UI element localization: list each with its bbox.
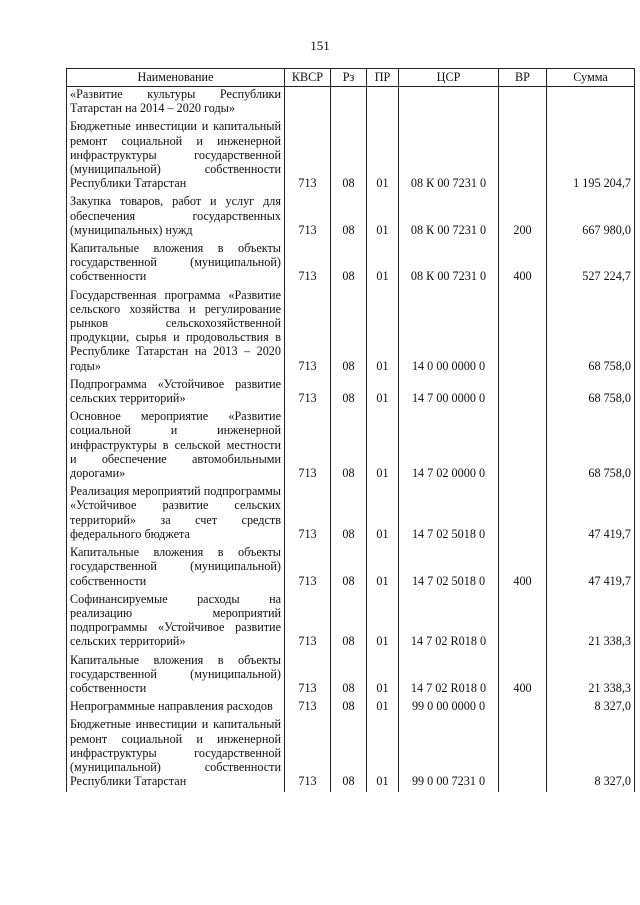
table-row xyxy=(67,194,635,241)
row-kvsr: 713 xyxy=(285,717,331,792)
row-rz: 08 xyxy=(331,653,367,700)
row-sum: 8 327,0 xyxy=(547,717,635,792)
row-pr: 01 xyxy=(367,653,399,700)
row-csr: 14 7 02 5018 0 xyxy=(399,484,499,545)
row-csr: 99 0 00 0000 0 xyxy=(399,699,499,717)
row-kvsr: 713 xyxy=(285,699,331,717)
row-rz: 08 xyxy=(331,194,367,241)
row-pr: 01 xyxy=(367,699,399,717)
row-pr: 01 xyxy=(367,288,399,377)
header-pr: ПР xyxy=(367,69,399,87)
header-kvsr: КВСР xyxy=(285,69,331,87)
row-sum: 8 327,0 xyxy=(547,699,635,717)
table-row xyxy=(67,653,635,700)
row-pr: 01 xyxy=(367,717,399,792)
row-vr xyxy=(499,119,547,194)
row-kvsr: 713 xyxy=(285,194,331,241)
table-row xyxy=(67,119,635,194)
table-row xyxy=(67,409,635,484)
row-kvsr: 713 xyxy=(285,288,331,377)
row-pr: 01 xyxy=(367,592,399,653)
row-kvsr: 713 xyxy=(285,653,331,700)
row-vr xyxy=(499,717,547,792)
row-sum: 21 338,3 xyxy=(547,653,635,700)
table-header-row xyxy=(67,69,635,87)
row-csr: 14 7 02 5018 0 xyxy=(399,545,499,592)
budget-table xyxy=(66,68,635,792)
row-vr: 200 xyxy=(499,194,547,241)
row-pr xyxy=(367,87,399,120)
row-rz: 08 xyxy=(331,119,367,194)
row-rz: 08 xyxy=(331,484,367,545)
row-name: Закупка товаров, работ и услуг для обеспечения государственных (муниципальных) нужд xyxy=(67,194,285,241)
row-rz: 08 xyxy=(331,241,367,288)
header-vr: ВР xyxy=(499,69,547,87)
header-csr: ЦСР xyxy=(399,69,499,87)
page-number: 151 xyxy=(310,38,330,53)
row-kvsr: 713 xyxy=(285,409,331,484)
header-name: Наименование xyxy=(67,69,285,87)
row-sum: 68 758,0 xyxy=(547,377,635,409)
row-name: Государственная программа «Развитие сельского хозяйства и регулирование рынков сельскохозяйственной продукции, сырья и продовольствия в Республике Татарстан на 2013 – 2020 годы» xyxy=(67,288,285,377)
row-name: Бюджетные инвестиции и капитальный ремонт социальной и инженерной инфраструктуры государственной (муниципальной) собственности Республики Татарстан xyxy=(67,119,285,194)
row-vr: 400 xyxy=(499,653,547,700)
row-name: Непрограммные направления расходов xyxy=(67,699,285,717)
row-sum: 47 419,7 xyxy=(547,484,635,545)
row-rz xyxy=(331,87,367,120)
row-vr xyxy=(499,484,547,545)
row-vr xyxy=(499,409,547,484)
table-row xyxy=(67,288,635,377)
row-vr xyxy=(499,87,547,120)
row-kvsr: 713 xyxy=(285,484,331,545)
table-row xyxy=(67,545,635,592)
row-kvsr: 713 xyxy=(285,592,331,653)
header-rz: Рз xyxy=(331,69,367,87)
row-sum: 527 224,7 xyxy=(547,241,635,288)
row-rz: 08 xyxy=(331,409,367,484)
row-name: «Развитие культуры Республики Татарстан на 2014 – 2020 годы» xyxy=(67,87,285,120)
row-name: Реализация мероприятий подпрограммы «Устойчивое развитие сельских территорий» за счет средств федерального бюджета xyxy=(67,484,285,545)
row-rz: 08 xyxy=(331,699,367,717)
row-csr xyxy=(399,87,499,120)
row-kvsr xyxy=(285,87,331,120)
row-csr: 14 7 02 R018 0 xyxy=(399,592,499,653)
row-sum: 1 195 204,7 xyxy=(547,119,635,194)
row-pr: 01 xyxy=(367,409,399,484)
row-sum: 68 758,0 xyxy=(547,288,635,377)
row-csr: 14 7 02 0000 0 xyxy=(399,409,499,484)
row-kvsr: 713 xyxy=(285,241,331,288)
row-pr: 01 xyxy=(367,241,399,288)
row-csr: 08 К 00 7231 0 xyxy=(399,119,499,194)
header-sum: Сумма xyxy=(547,69,635,87)
row-pr: 01 xyxy=(367,545,399,592)
row-rz: 08 xyxy=(331,717,367,792)
row-csr: 08 К 00 7231 0 xyxy=(399,241,499,288)
row-kvsr: 713 xyxy=(285,377,331,409)
row-sum: 667 980,0 xyxy=(547,194,635,241)
row-rz: 08 xyxy=(331,545,367,592)
table-row xyxy=(67,699,635,717)
row-name: Капитальные вложения в объекты государственной (муниципальной) собственности xyxy=(67,241,285,288)
row-vr xyxy=(499,288,547,377)
row-csr: 14 7 02 R018 0 xyxy=(399,653,499,700)
row-vr: 400 xyxy=(499,241,547,288)
row-csr: 14 7 00 0000 0 xyxy=(399,377,499,409)
row-name: Капитальные вложения в объекты государственной (муниципальной) собственности xyxy=(67,545,285,592)
row-name: Софинансируемые расходы на реализацию мероприятий подпрограммы «Устойчивое развитие сельских территорий» xyxy=(67,592,285,653)
table-row xyxy=(67,241,635,288)
row-pr: 01 xyxy=(367,484,399,545)
table-row xyxy=(67,87,635,120)
row-rz: 08 xyxy=(331,592,367,653)
row-vr xyxy=(499,592,547,653)
row-sum: 68 758,0 xyxy=(547,409,635,484)
row-vr xyxy=(499,699,547,717)
row-vr xyxy=(499,377,547,409)
table-row xyxy=(67,484,635,545)
row-kvsr: 713 xyxy=(285,119,331,194)
row-name: Подпрограмма «Устойчивое развитие сельских территорий» xyxy=(67,377,285,409)
row-csr: 99 0 00 7231 0 xyxy=(399,717,499,792)
table-row xyxy=(67,592,635,653)
row-pr: 01 xyxy=(367,194,399,241)
table-row xyxy=(67,377,635,409)
row-pr: 01 xyxy=(367,119,399,194)
row-rz: 08 xyxy=(331,288,367,377)
row-sum: 21 338,3 xyxy=(547,592,635,653)
row-csr: 14 0 00 0000 0 xyxy=(399,288,499,377)
row-sum: 47 419,7 xyxy=(547,545,635,592)
row-name: Основное мероприятие «Развитие социальной и инженерной инфраструктуры в сельской местности и обеспечение автомобильными дорогами» xyxy=(67,409,285,484)
table-row xyxy=(67,717,635,792)
row-name: Капитальные вложения в объекты государственной (муниципальной) собственности xyxy=(67,653,285,700)
row-sum xyxy=(547,87,635,120)
row-kvsr: 713 xyxy=(285,545,331,592)
row-pr: 01 xyxy=(367,377,399,409)
row-vr: 400 xyxy=(499,545,547,592)
row-name: Бюджетные инвестиции и капитальный ремонт социальной и инженерной инфраструктуры государственной (муниципальной) собственности Республики Татарстан xyxy=(67,717,285,792)
row-csr: 08 К 00 7231 0 xyxy=(399,194,499,241)
row-rz: 08 xyxy=(331,377,367,409)
